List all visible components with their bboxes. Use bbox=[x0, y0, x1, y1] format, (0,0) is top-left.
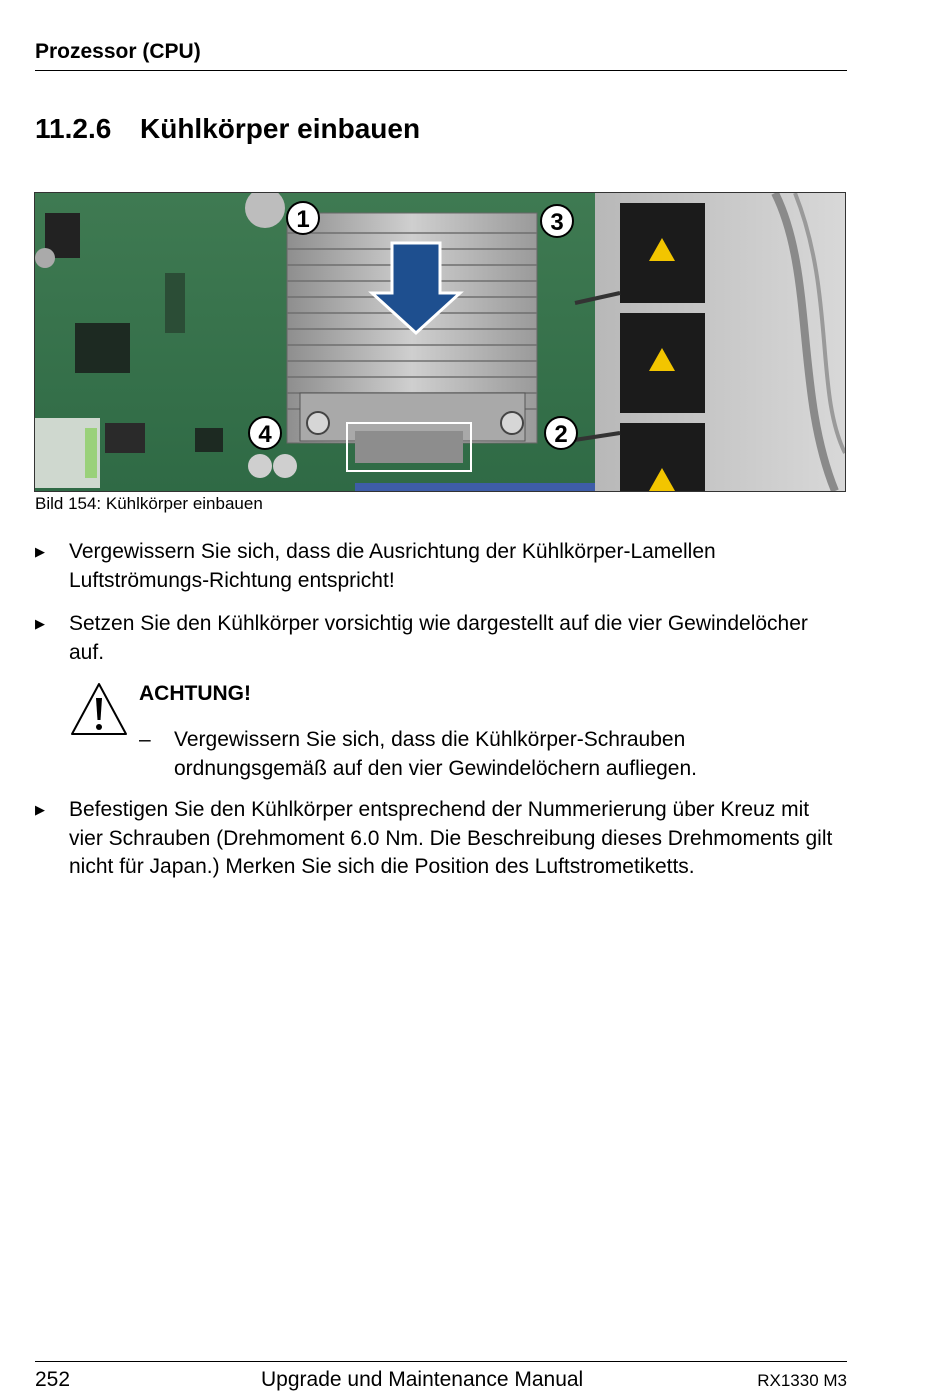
step-3-text: Befestigen Sie den Kühlkörper entsprechend der Nummerierung über Kreuz mit vier Schrauben (Drehmoment 6.0 Nm. Die Beschreibung dieses Drehmoments gilt nicht für Japan.) Merken Sie sich die Position des Luftstrometiketts. bbox=[69, 798, 833, 878]
section-heading bbox=[35, 113, 420, 145]
warning-item bbox=[139, 726, 839, 783]
warning-item-text: Vergewissern Sie sich, dass die Kühlkörper-Schrauben ordnungsgemäß auf den vier Gewindelöchern aufliegen. bbox=[174, 728, 698, 780]
heatsink-installation-photo bbox=[34, 192, 846, 492]
bullet-arrow-icon: ▶ bbox=[35, 802, 45, 817]
figure-caption: Bild 154: Kühlkörper einbauen bbox=[35, 494, 263, 513]
warning-triangle-icon bbox=[68, 680, 130, 738]
running-header: Prozessor (CPU) bbox=[35, 40, 847, 71]
step-3 bbox=[35, 796, 847, 882]
model-name: RX1330 M3 bbox=[757, 1371, 847, 1390]
step-2 bbox=[35, 610, 847, 667]
screw-2 bbox=[501, 412, 523, 434]
callout-4 bbox=[249, 417, 281, 449]
dash-marker: – bbox=[139, 728, 151, 751]
callout-1-label: 1 bbox=[296, 206, 310, 233]
section-title: Kühlkörper einbauen bbox=[140, 113, 421, 144]
bullet-arrow-icon: ▶ bbox=[35, 544, 45, 559]
step-1 bbox=[35, 538, 847, 595]
callout-4-label: 4 bbox=[258, 421, 272, 448]
page-number: 252 bbox=[35, 1368, 71, 1391]
callout-3-label: 3 bbox=[550, 209, 564, 236]
screw-4 bbox=[307, 412, 329, 434]
step-2-text: Setzen Sie den Kühlkörper vorsichtig wie dargestellt auf die vier Gewindelöcher auf. bbox=[69, 612, 808, 664]
callout-2 bbox=[545, 417, 577, 449]
section-number: 11.2.6 bbox=[35, 113, 112, 144]
callout-3 bbox=[541, 205, 573, 237]
bullet-arrow-icon: ▶ bbox=[35, 616, 45, 631]
page-footer bbox=[35, 1361, 847, 1394]
callout-2-label: 2 bbox=[554, 421, 568, 448]
fans bbox=[620, 203, 705, 491]
step-1-text: Vergewissern Sie sich, dass die Ausrichtung der Kühlkörper-Lamellen Luftströmungs-Richtung entspricht! bbox=[69, 540, 716, 592]
manual-title: Upgrade und Maintenance Manual bbox=[261, 1368, 584, 1391]
callout-1 bbox=[287, 202, 319, 234]
warning-heading: ACHTUNG! bbox=[139, 682, 251, 705]
